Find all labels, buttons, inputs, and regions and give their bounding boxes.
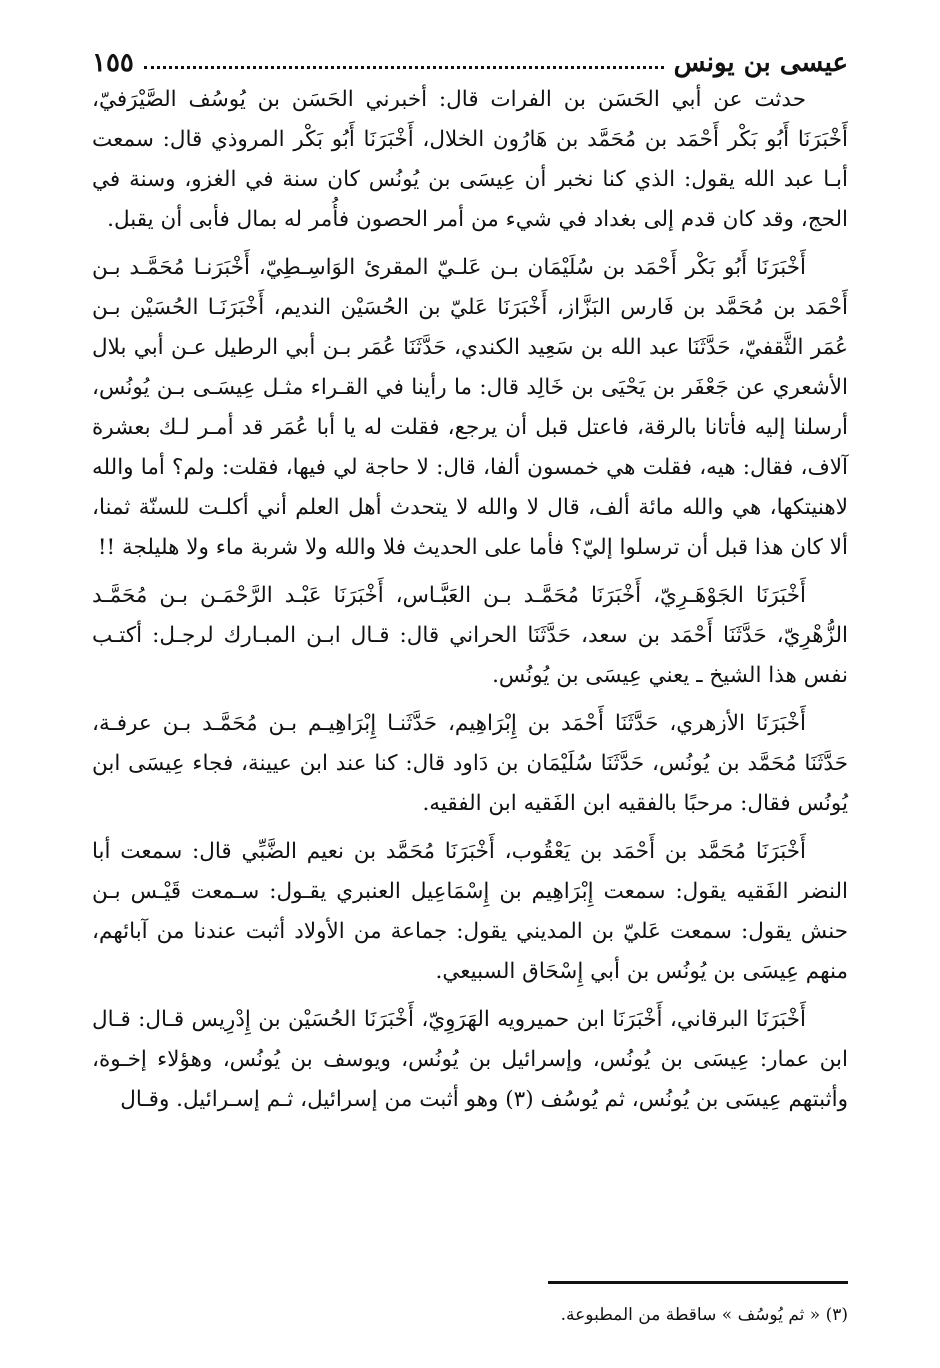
header-dot-leader [144, 66, 664, 69]
paragraph: أَخْبَرَنَا الجَوْهَـرِيّ، أَخْبَرَنَا مُحَمَّـد بـن العَبَّـاس، أَخْبَرَنَا عَبْـد الرَّحْمَـن بـن مُحَمَّـد الزُّهْرِيّ، حَدَّثَنَا أَحْمَد بن سعد، حَدَّثَنَا الحراني قال: قـال ابـن المبـارك لرجـل: أكتـب نفس هذا الشيخ ـ يعني عِيسَى بن يُونُس. [92, 583, 848, 688]
footnote-divider [548, 1281, 848, 1284]
paragraph: أَخْبَرَنَا مُحَمَّد بن أَحْمَد بن يَعْقُوب، أَخْبَرَنَا مُحَمَّد بن نعيم الضَّبِّي قال: سمعت أبا النضر الفَقيه يقول: سمعت إِبْرَاهِيم بن إِسْمَاعِيل العنبري يقـول: سـمعت قَيْـس بـن حنش يقول: سمعت عَليّ بن المديني يقول: جماعة من الأولاد أثبت عندنا من آبائهم، منهم عِيسَى بن يُونُس بن أبي إِسْحَاق السبيعي. [92, 839, 848, 984]
footnote: (٣) « ثم يُوسُف » ساقطة من المطبوعة. [560, 1305, 848, 1325]
header-title: عيسى بن يونس [673, 48, 848, 78]
paragraph: أَخْبَرَنَا البرقاني، أَخْبَرَنَا ابن حميرويه الهَرَوِيّ، أَخْبَرَنَا الحُسَيْن بن إِدْرِيس قـال: قـال ابن عمار: عِيسَى بن يُونُس، وإسرائيل بن يُونُس، ويوسف بن يُونُس، وهؤلاء إخـوة، وأثبتهم عِيسَى بن يُونُس، ثم يُوسُف (٣) وهو أثبت من إسرائيل، ثـم إسـرائيل. وقـال [92, 1007, 848, 1112]
paragraph: حدثت عن أبي الحَسَن بن الفرات قال: أخبرني الحَسَن بن يُوسُف الصَّيْرَفيّ، أَخْبَرَنَا أَبُو بَكْر أَحْمَد بن مُحَمَّد بن هَارُون الخلال، أَخْبَرَنَا أَبُو بَكْر المروذي قال: سمعت أبـا عبد الله يقول: الذي كنا نخبر أن عِيسَى بن يُونُس كان سنة في الغزو، وسنة في الحج، وقد كان قدم إلى بغداد في شيء من أمر الحصون فأُمر له بمال فأبى أن يقبل. [92, 87, 848, 232]
page-number: ١٥٥ [92, 48, 134, 78]
running-header [92, 28, 848, 78]
paragraph: أَخْبَرَنَا أَبُو بَكْر أَحْمَد بن سُلَيْمَان بـن عَلـيّ المقرئ الوَاسِـطِيّ، أَخْبَرَنـا مُحَمَّـد بـن أَحْمَد بن مُحَمَّد بن فَارس البَزَّاز، أَخْبَرَنَا عَليّ بن الحُسَيْن النديم، أَخْبَرَنَـا الحُسَيْن بـن عُمَر الثَّقفيّ، حَدَّثَنَا عبد الله بن سَعِيد الكندي، حَدَّثَنَا عُمَر بـن أبي الرطيل عـن أبي بلال الأشعري عن جَعْفَر بن يَحْيَى بن خَالِد قال: ما رأينا في القـراء مثـل عِيسَـى بـن يُونُس، أرسلنا إليه فأتانا بالرقة، فاعتل قبل أن يرجع، فقلت له يا أبا عُمَر قد أمـر لـك بعشرة آلاف، فقال: هيه، فقلت هي خمسون ألفا، قال: لا حاجة لي فيها، فقلت: ولم؟ أما والله لاهنيتكها، هي والله مائة ألف، قال لا والله لا يتحدث أهل العلم أني أكلـت للسنّة ثمنا، ألا كان هذا قبل أن ترسلوا إليّ؟ فأما على الحديث فلا والله ولا شربة ماء ولا هليلجة !! [92, 255, 848, 560]
page-body [92, 80, 848, 1128]
paragraph: أَخْبَرَنَا الأزهري، حَدَّثَنَا أَحْمَد بن إِبْرَاهِيم، حَدَّثَنـا إِبْرَاهِيـم بـن مُحَمَّـد بـن عرفـة، حَدَّثَنَا مُحَمَّد بن يُونُس، حَدَّثَنَا سُلَيْمَان بن دَاود قال: كنا عند ابن عيينة، فجاء عِيسَى ابن يُونُس فقال: مرحبًا بالفقيه ابن الفَقيه ابن الفقيه. [92, 711, 848, 816]
